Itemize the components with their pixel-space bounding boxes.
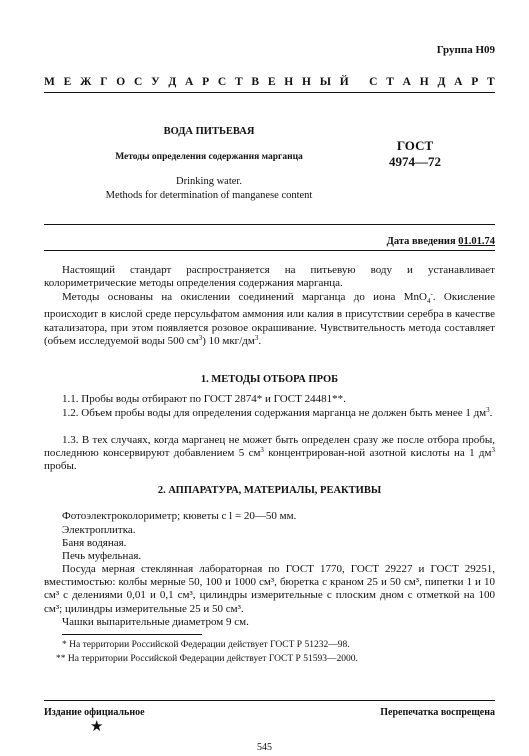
banner-letter: М [44, 76, 55, 88]
s1-p3-text-c: пробы. [44, 460, 77, 473]
banner-letter: Т [234, 76, 243, 88]
banner-letter: В [251, 76, 260, 88]
banner-letter: Г [100, 76, 108, 88]
subtitle-en: Methods for determination of manganese content [105, 190, 313, 201]
section-1-item-2: 1.2. Объем пробы воды для определения содержания марганца не должен быть менее 1 $дм^3$. [62, 406, 493, 419]
banner-letter: Р [202, 76, 210, 88]
p2-text-d: . [258, 334, 262, 347]
footnote-rule [62, 634, 202, 635]
reprint-prohibited-label: Перепечатка воспрещена [380, 707, 495, 718]
banner-letter: Д [168, 76, 177, 88]
intro-date [387, 236, 495, 247]
section-2-item-6: Чашки выпарительные диаметром 9 см. [62, 616, 249, 628]
title-rule [44, 224, 495, 225]
section-1-item-3: 1.3. В тех случаях, когда марганец не может быть определен сразу же после отбора пробы, последнюю консервируют добавлением 5 $см^3$ концентрирован-ной азотной кислоты на 1 $дм^3$ пробы. [44, 434, 495, 473]
p2-text-b: . Окисление происходит в кислой среде персульфатом аммония или калия в присутствии серебра в качестве катализатора, при этом появляется розовое окрашивание. Чувствительность метода составляет (объем исследуемой воды 500 см [44, 291, 495, 347]
banner-letter: С [369, 76, 378, 88]
intro-date-value: 01.01.74 [458, 236, 495, 247]
p2-text-c: ) 10 мкг/дм [202, 334, 255, 347]
section-2-item-3: Баня водяная. [62, 537, 127, 549]
banner-letter: Р [471, 76, 479, 88]
s1-p2-text: 1.2. Объем пробы воды для определения содержания марганца не должен быть менее 1 дм [62, 407, 487, 419]
banner-letter: С [134, 76, 143, 88]
banner-letter: Д [437, 76, 446, 88]
banner-letter: С [217, 76, 227, 88]
banner-letter: А [454, 76, 463, 88]
intro-date-label: Дата введения [386, 236, 456, 247]
section-1-heading: 1. МЕТОДЫ ОТБОРА ПРОБ [200, 374, 339, 385]
intro-paragraph-2: Методы основаны на окислении соединений марганца до иона MnO$_4$-. Окисление происходит в кислой среде персульфатом аммония или калия в присутствии серебра в качестве катализатора, при этом появляется розовое окрашивание. Чувствительность метода составляет (объем исследуемой воды 500 $см^3$) 10 мкг/$дм^3$. [44, 290, 495, 347]
banner-letter: Ж [80, 76, 92, 88]
title-en: Drinking water. [176, 176, 242, 187]
section-2-item-1: Фотоэлектроколориметр; кюветы с l = 20—50 мм. [62, 510, 297, 522]
footnote-1: * На территории Российской Федерации действует ГОСТ Р 51232—98. [62, 640, 350, 650]
banner-letter [357, 76, 360, 88]
interstate-standard-banner [44, 76, 495, 88]
s1-p3-text-b: концентрирован-ной азотной кислоты на 1 дм [263, 447, 492, 460]
banner-letter: О [116, 76, 126, 88]
footer-rule [44, 700, 495, 701]
subtitle-ru: Методы определения содержания марганца [115, 152, 303, 162]
gost-number: 4974—72 [389, 154, 441, 169]
section-1-item-1: 1.1. Пробы воды отбирают по ГОСТ 2874* и ГОСТ 24481**. [62, 393, 346, 405]
banner-letter: Н [284, 76, 294, 88]
section-2-item-4: Печь муфельная. [62, 550, 142, 562]
official-edition-label: Издание официальное [44, 707, 145, 718]
title-ru: ВОДА ПИТЬЕВАЯ [163, 126, 255, 137]
banner-letter: А [185, 76, 194, 88]
banner-letter: Н [301, 76, 311, 88]
gost-designation [380, 138, 450, 170]
banner-letter: Е [63, 76, 72, 88]
banner-letter: А [402, 76, 411, 88]
footnote-2: ** На территории Российской Федерации действует ГОСТ Р 51593—2000. [56, 654, 358, 664]
p2-text-a: Методы основаны на окислении соединений марганца до иона MnO [62, 291, 427, 303]
banner-letter: Й [339, 76, 349, 88]
banner-letter: Ы [319, 76, 331, 88]
section-2-item-5: Посуда мерная стеклянная лабораторная по ГОСТ 1770, ГОСТ 29227 и ГОСТ 29251, вместимостью: колбы мерные 50, 100 и 1000 см³, бюретка с краном 25 и 50 см³, пипетки 1 и 10 см³ с делениями 0,01 и 0,1 см³, цилиндры измерительные с плоским дном с отметкой на 100 см³; цилиндры измерительные 25 и 50 см³. [44, 563, 495, 615]
header-rule [44, 92, 495, 93]
page-number: 545 [257, 742, 272, 753]
star-icon: ★ [90, 719, 104, 735]
group-code: Группа Н09 [436, 44, 495, 56]
section-2-heading: 2. АППАРАТУРА, МАТЕРИАЛЫ, РЕАКТИВЫ [157, 485, 382, 496]
date-rule [44, 250, 495, 251]
s1-p3-text-a: 1.3. В тех случаях, когда марганец не может быть определен сразу же после отбора пробы, последнюю консервируют добавлением 5 см [44, 434, 495, 460]
banner-letter: Т [487, 76, 495, 88]
section-2-item-2: Электроплитка. [62, 524, 136, 536]
gost-label: ГОСТ [396, 138, 434, 153]
banner-letter: Т [386, 76, 394, 88]
banner-letter: Е [267, 76, 276, 88]
banner-letter: Н [419, 76, 429, 88]
intro-paragraph-1: Настоящий стандарт распространяется на питьевую воду и устанавливает колориметрические методы определения содержания марганца. [44, 264, 495, 290]
banner-letter: У [151, 76, 160, 88]
